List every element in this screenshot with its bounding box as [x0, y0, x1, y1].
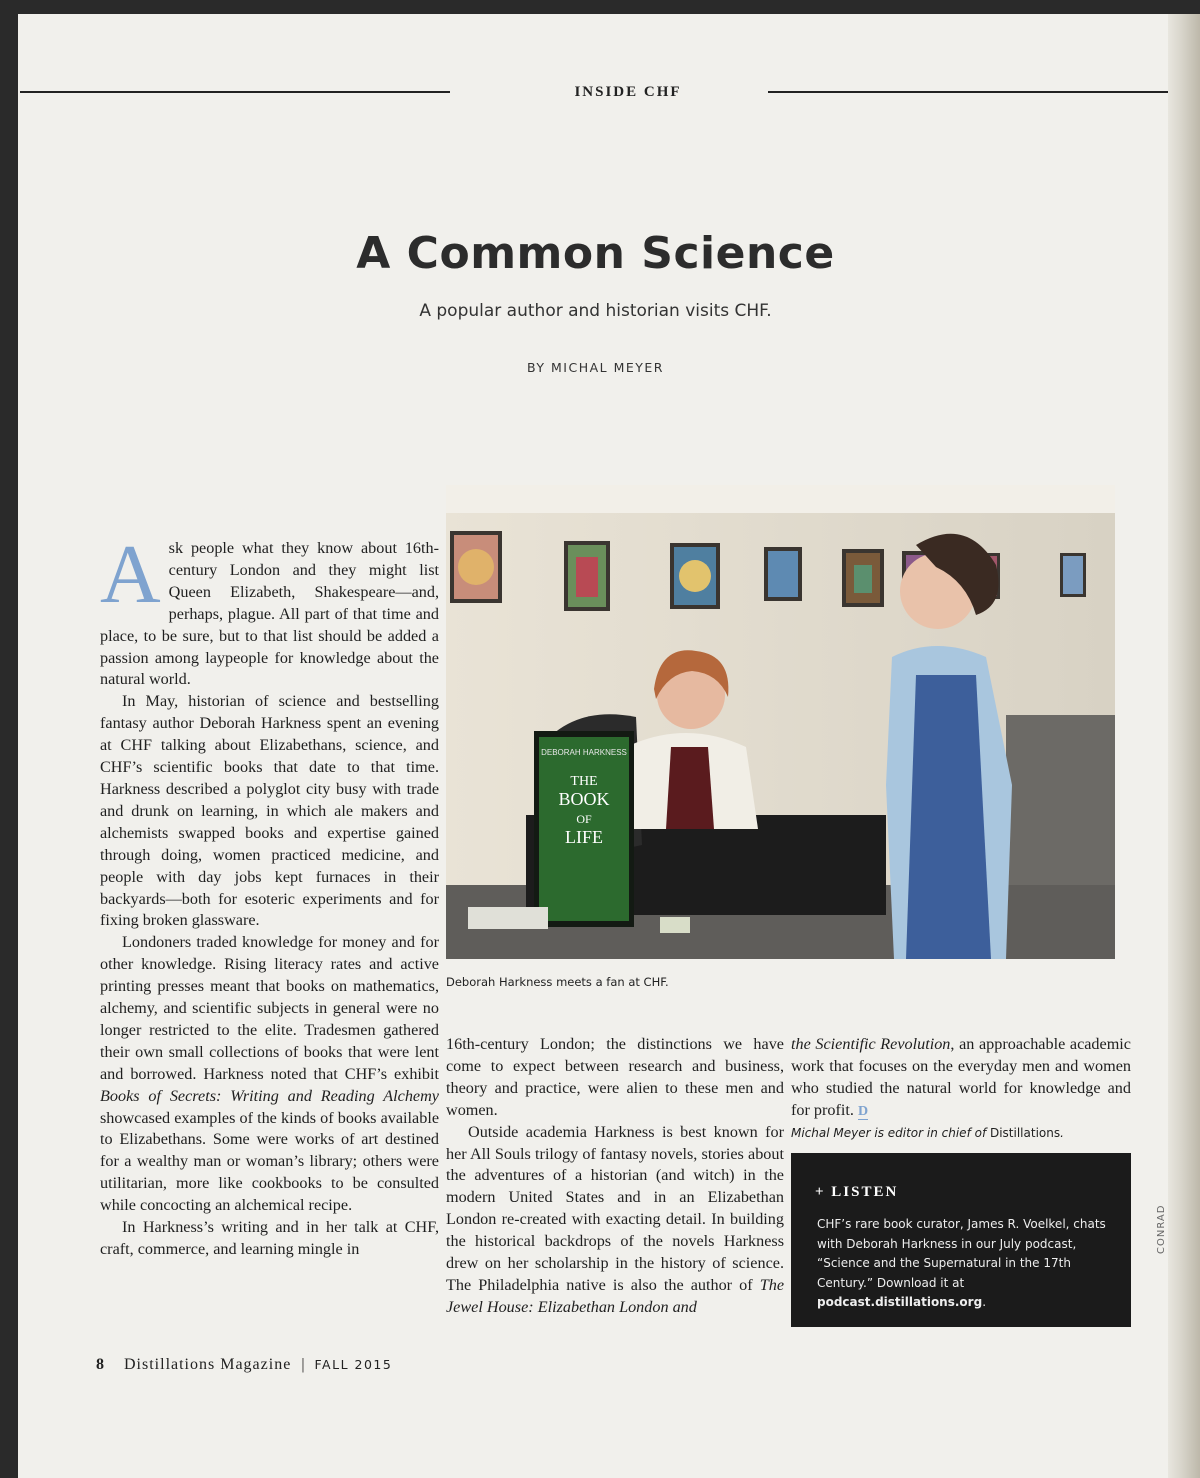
listen-text: . — [982, 1295, 987, 1309]
paragraph — [791, 1034, 1131, 1122]
paragraph-text: Outside academia Harkness is best known for her All Souls trilogy of fantasy novels, stories about the adventures of a historian (and witch) in the modern United States and in an Elizabethan London re-created with exacting detail. In building the historical backdrops of the novels Harkness drew on her scholarship in the history of science. The Philadelphia native is also the author of — [446, 1122, 784, 1294]
body-column-3 — [791, 1034, 1131, 1142]
listen-body — [817, 1215, 1117, 1313]
book-title: the Scientific Revolution — [791, 1035, 951, 1053]
drop-cap: A — [100, 528, 161, 621]
listen-text: CHF’s rare book curator, James R. Voelkel, chats with Deborah Harkness in our July podcast, “Science and the Supernatural in the 17th Century.” Download it at — [817, 1217, 1106, 1290]
paragraph: 16th-century London; the distinctions we have come to expect between research and business, theory and practice, were alien to these men and women. — [446, 1035, 784, 1119]
magazine-name: Distillations Magazine — [124, 1356, 292, 1373]
exhibit-title: Books of Secrets: Writing and Reading Alchemy — [100, 1086, 439, 1105]
paragraph-text: showcased examples of the kinds of books available to Elizabethans. Some were works of art destined for a wealthy man or woman’s library; others were utilitarian, more like cookbooks to be consulted while concocting an alchemical recipe. — [100, 1108, 439, 1215]
poster-title-line: BOOK — [558, 789, 610, 809]
page-edge — [1168, 14, 1200, 1478]
magazine-page — [18, 14, 1173, 1478]
poster-author: DEBORAH HARKNESS — [541, 748, 627, 757]
photo-caption: Deborah Harkness meets a fan at CHF. — [446, 975, 669, 989]
book-poster — [534, 731, 634, 927]
paragraph — [446, 1122, 784, 1319]
bio-text: Michal Meyer is editor in chief of — [791, 1125, 990, 1140]
body-column-2 — [446, 1034, 784, 1319]
photo-illustration — [446, 485, 1115, 959]
footer-separator: | — [301, 1356, 305, 1373]
book-title: The Jewel House: Elizabethan London and — [446, 1275, 784, 1316]
article-title: A Common Science — [356, 228, 835, 279]
photo-credit: CONRAD — [1156, 1204, 1167, 1254]
bio-magazine: Distillations — [989, 1125, 1061, 1140]
poster-title-line: THE — [570, 774, 598, 789]
notepad — [660, 917, 690, 933]
paragraph-text: , an approachable academic work that focuses on the everyday men and women who studied the natural world for knowledge and for profit. — [791, 1035, 1131, 1119]
header-rule-right — [768, 91, 1173, 93]
paragraph: In May, historian of science and bestselling fantasy author Deborah Harkness spent an evening at CHF talking about Elizabethans, science, and CHF’s scientific books that date to that time. Harkness described a polyglot city busy with trade and drunk on learning, in which ale makers and alchemists swapped books and expertise gained through doing, women practiced medicine, and people with day jobs kept furnaces in their backyards—both for esoteric experiments and for fixing broken glassware. — [100, 692, 439, 930]
end-mark-icon: D — [857, 1103, 869, 1119]
paragraph — [100, 932, 439, 1217]
book-on-table — [468, 907, 548, 929]
paragraph: In Harkness’s writing and in her talk at CHF, craft, commerce, and learning mingle in — [100, 1218, 439, 1258]
article-subtitle: A popular author and historian visits CHF. — [419, 301, 772, 321]
standing-fan — [886, 534, 1012, 959]
paragraph — [100, 528, 439, 691]
page-footer — [96, 1356, 392, 1374]
paragraph-text: sk people what they know about 16th-century London and they might list Queen Elizabeth, Shakespeare—and, perhaps, plague. All part of that time and place, to be sure, but to that list should be added a passion among laypeople for knowledge about the natural world. — [100, 539, 439, 689]
body-column-1 — [100, 528, 439, 1261]
bio-text: . — [1060, 1125, 1064, 1140]
poster-title-line: LIFE — [565, 827, 603, 847]
paragraph-text: Londoners traded knowledge for money and for other knowledge. Rising literacy rates and active printing presses meant that books on mathematics, alchemy, and scientific subjects in general were no longer restricted to the elite. Tradesmen gathered their own small collections of books that were lent and borrowed. Harkness noted that CHF’s exhibit — [100, 933, 439, 1083]
byline: BY MICHAL MEYER — [527, 360, 664, 375]
podcast-link[interactable]: podcast.distillations.org — [817, 1295, 983, 1309]
issue-label: FALL 2015 — [314, 1357, 393, 1372]
author-bio — [791, 1124, 1131, 1142]
event-photo — [446, 485, 1115, 959]
poster-title-line: OF — [576, 812, 592, 826]
listen-heading: + LISTEN — [815, 1184, 899, 1200]
listen-sidebar — [791, 1153, 1131, 1327]
header-rule-left — [20, 91, 450, 93]
section-label: INSIDE CHF — [574, 84, 682, 100]
page-number: 8 — [96, 1356, 104, 1373]
